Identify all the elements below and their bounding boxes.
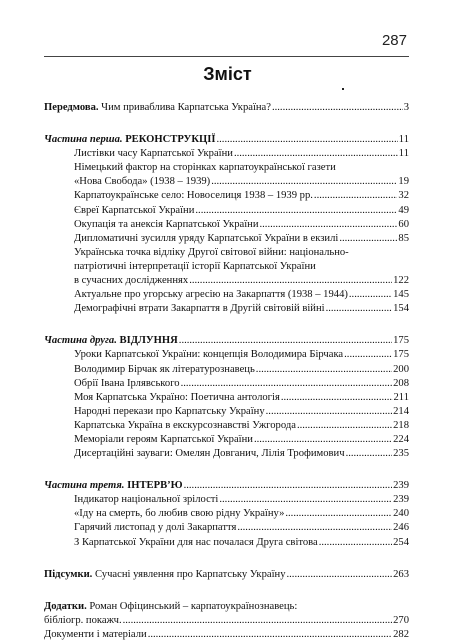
entry-page: 19	[398, 176, 409, 188]
entry-page: 85	[398, 232, 409, 244]
entry-page: 154	[393, 303, 409, 315]
toc-entry[interactable]	[74, 377, 409, 391]
leader-dots	[254, 433, 392, 447]
toc-group-part1	[44, 133, 409, 316]
leader-dots	[326, 302, 393, 316]
entry-text: З Карпатської України для нас почалася Друга світова	[74, 536, 318, 548]
toc-entry[interactable]	[74, 288, 409, 302]
toc-entry-preface[interactable]	[44, 101, 409, 115]
part-label: Частина третя.	[44, 480, 125, 492]
entry-text: Народні перекази про Карпатську Україну	[74, 405, 265, 417]
part-name: ВІДЛУННЯ	[116, 335, 178, 347]
toc-entry[interactable]	[74, 507, 409, 521]
entry-text: «Нова Свобода» (1938 – 1939)	[74, 176, 211, 188]
entry-text: «Іду на смерть, бо любив свою рідну Україну»	[74, 508, 285, 520]
part-name: ІНТЕРВ’Ю	[124, 480, 183, 492]
toc-entry[interactable]	[74, 147, 409, 161]
leader-dots	[314, 189, 397, 203]
leader-dots	[281, 391, 393, 405]
entry-text: Карпатська Україна в екскурсознавстві Ужгорода	[74, 419, 296, 431]
entry-text: Актуальне про угорську агресію на Закарпаття (1938 – 1944)	[74, 289, 348, 301]
entry-label: Передмова.	[44, 102, 99, 113]
entry-text: Євреї Карпатської України	[74, 204, 195, 216]
entry-page: 239	[393, 480, 409, 492]
toc-entry[interactable]	[74, 493, 409, 507]
leader-dots	[195, 204, 397, 218]
entry-page: 240	[393, 508, 409, 520]
entry-text: Моя Карпатська Україно: Поетична антологія	[74, 391, 280, 403]
entry-page: 60	[398, 218, 409, 230]
leader-dots	[181, 377, 393, 391]
leader-dots	[339, 232, 397, 246]
entry-text: Листівки часу Карпатської України	[74, 148, 233, 160]
entry-label: Додатки.	[44, 600, 87, 612]
toc-entry[interactable]	[74, 189, 409, 203]
toc-entry[interactable]	[74, 204, 409, 218]
entry-text: Окупація та анексія Карпатської України	[74, 218, 259, 230]
entry-page: 200	[393, 363, 409, 375]
entry-page: 246	[393, 522, 409, 534]
entry-page: 263	[393, 568, 409, 580]
leader-dots	[217, 133, 398, 147]
entry-page: 214	[393, 405, 409, 417]
leader-dots	[319, 536, 392, 550]
leader-dots	[256, 363, 392, 377]
entry-page: 270	[393, 614, 409, 626]
part-label: Частина перша.	[44, 134, 123, 146]
toc-entry[interactable]	[74, 433, 409, 447]
entry-page: 235	[393, 448, 409, 460]
leader-dots	[272, 101, 403, 115]
page-number: 287	[381, 32, 407, 49]
entry-page: 3	[403, 102, 409, 113]
toc-entry[interactable]	[74, 391, 409, 405]
entry-page: 11	[398, 134, 409, 146]
entry-text-line: Українська точка відліку Другої світової війни: національно-	[74, 246, 349, 258]
toc-entry-appendix[interactable]	[44, 614, 409, 628]
entry-page: 122	[393, 275, 409, 287]
leader-dots	[260, 218, 398, 232]
entry-text: Дисертаційні зауваги: Омелян Довганич, Лілія Трофимович	[74, 448, 345, 460]
entry-text: Уроки Карпатської України: концепція Володимира Бірчака	[74, 349, 344, 361]
toc-entry[interactable]	[74, 521, 409, 535]
toc-entry[interactable]	[74, 405, 409, 419]
toc-entry[interactable]	[74, 175, 409, 189]
part-label: Частина друга.	[44, 335, 117, 347]
entry-page: 145	[393, 289, 409, 301]
leader-dots	[346, 447, 393, 461]
toc-entry[interactable]	[74, 536, 409, 550]
toc-group-summary	[44, 568, 409, 582]
leader-dots	[179, 334, 392, 348]
leader-dots	[266, 405, 392, 419]
leader-dots	[211, 175, 397, 189]
entry-text: Дипломатичні зусилля уряду Карпатської України в екзилі	[74, 232, 339, 244]
toc-entry-summary[interactable]	[44, 568, 409, 582]
entry-page: 175	[393, 349, 409, 361]
header-rule	[44, 56, 409, 57]
entry-text: Сучасні уявлення про Карпатську Україну	[92, 568, 286, 580]
toc-entry[interactable]	[74, 419, 409, 433]
leader-dots	[184, 479, 393, 493]
entry-text: Гарячий листопад у долі Закарпаття	[74, 522, 237, 534]
entry-page: 239	[393, 494, 409, 506]
leader-dots	[349, 288, 392, 302]
toc-group-preface	[44, 101, 409, 115]
entry-text: бібліогр. покажч.	[44, 614, 122, 626]
entry-page: 254	[393, 536, 409, 548]
toc-entry[interactable]	[74, 232, 409, 246]
toc-group-appendix	[44, 600, 409, 642]
toc-group-part3	[44, 479, 409, 549]
leader-dots	[297, 419, 392, 433]
toc-entry[interactable]	[74, 218, 409, 232]
toc-group-part2	[44, 334, 409, 461]
entry-page: 282	[393, 628, 409, 640]
entry-text: Роман Офіцинський – карпатоукраїнознавець:	[86, 600, 298, 612]
stray-dot	[342, 88, 344, 90]
leader-dots	[237, 521, 392, 535]
leader-dots	[219, 493, 392, 507]
entry-text: Демографічні втрати Закарпаття в Другій світовій війні	[74, 303, 325, 315]
toc-entry[interactable]	[74, 348, 409, 362]
leader-dots	[344, 348, 392, 362]
entry-text-line: Німецький фактор на сторінках карпатоукраїнської газети	[74, 162, 336, 174]
entry-text: Чим приваблива Карпатська Україна?	[98, 102, 271, 113]
leader-dots	[123, 614, 392, 628]
entry-text: Меморіали героям Карпатської України	[74, 433, 253, 445]
entry-page: 208	[393, 377, 409, 389]
entry-page: 11	[398, 148, 409, 160]
part-name: РЕКОНСТРУКЦІЇ	[122, 134, 216, 146]
entry-text: Обрії Івана Ірлявського	[74, 377, 180, 389]
entry-text: Документи і матеріали	[44, 628, 147, 640]
toc-entry[interactable]	[74, 447, 409, 461]
entry-text: Карпатоукраїнське село: Новоселиця 1938 – 1939 рр.	[74, 190, 313, 202]
toc-entry[interactable]	[74, 363, 409, 377]
toc-entry-appendix-heading	[44, 600, 409, 614]
entry-page: 175	[393, 335, 409, 347]
leader-dots	[285, 507, 392, 521]
page-title: Зміст	[203, 64, 252, 84]
toc-entry[interactable]	[74, 274, 409, 288]
entry-text-line: патріотичні інтерпретації історії Карпатської України	[74, 260, 316, 272]
entry-page: 32	[398, 190, 409, 202]
entry-page: 211	[393, 391, 409, 403]
entry-text: в сучасних дослідженнях	[74, 275, 189, 287]
entry-label: Підсумки.	[44, 568, 93, 580]
entry-page: 49	[398, 204, 409, 216]
toc-part-heading[interactable]	[44, 133, 409, 147]
entry-text: Індикатор національної зрілості	[74, 494, 219, 506]
leader-dots	[234, 147, 398, 161]
leader-dots	[189, 274, 392, 288]
toc-part-heading[interactable]	[44, 334, 409, 348]
leader-dots	[287, 568, 393, 582]
entry-page: 224	[393, 433, 409, 445]
toc-entry[interactable]	[74, 302, 409, 316]
entry-text: Володимир Бірчак як літературознавець	[74, 363, 255, 375]
toc-part-heading[interactable]	[44, 479, 409, 493]
table-of-contents	[44, 95, 409, 642]
entry-page: 218	[393, 419, 409, 431]
